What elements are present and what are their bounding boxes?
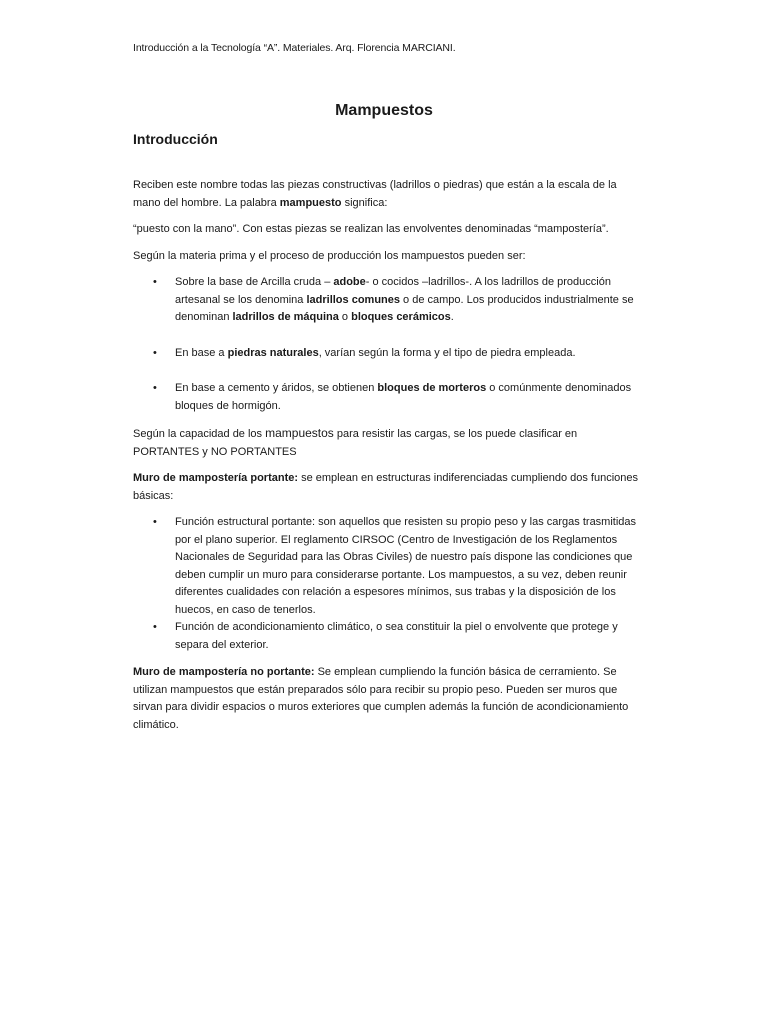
bold-term: piedras naturales [227, 346, 319, 359]
bullet-icon: • [153, 516, 157, 528]
bullet-icon: • [153, 382, 157, 394]
bullet-icon: • [153, 621, 157, 633]
bold-term: ladrillos de máquina [232, 311, 339, 323]
document-title: Mampuestos [335, 102, 433, 119]
list-item [133, 514, 643, 619]
text-run: - o cocidos –ladrillos-. A los ladrillos de producción artesanal se los denomina [175, 276, 611, 306]
text-run: , varían según la forma y el tipo de piedra empleada. [318, 346, 576, 359]
paragraph-types-intro: Según la materia prima y el proceso de producción los mampuestos pueden ser: [133, 249, 526, 262]
text-run: significa: [341, 196, 388, 209]
text-run: mampuestos [265, 426, 334, 440]
text-run: o de campo. Los producidos industrialmente se denominan [175, 293, 634, 323]
paragraph-portante [133, 470, 643, 505]
paragraph-classification [133, 425, 643, 461]
bold-term: bloques cerámicos [351, 311, 451, 323]
text-run: En base a cemento y áridos, se obtienen [175, 382, 378, 394]
bold-term: Muro de mampostería portante: [133, 472, 299, 484]
functions-list [133, 514, 643, 654]
text-run: o comúnmente denominados bloques de hormigón. [175, 382, 632, 412]
list-item [133, 619, 643, 654]
page-header: Introducción a la Tecnología “A”. Materiales. Arq. Florencia MARCIANI. [133, 42, 456, 54]
section-heading: Introducción [133, 131, 218, 147]
list-item [133, 274, 643, 327]
text-run: Función estructural portante: son aquellos que resisten su propio peso y las cargas trasmitidas por el plano superior. El reglamento CIRSOC (Centro de Investigación de los Reglamentos Nacionales de Seguridad para las Obras Civiles) de nuestro país dispone las condiciones que deben cumplir un muro para considerarse portante. Los mampuestos, a su vez, deben reunir diferentes cualidades con relación a espesores mínimos, sus trabas y la disposición de los huecos, en caso de tenerlos. [175, 516, 637, 616]
text-run: o [338, 311, 352, 323]
material-types-list [133, 274, 643, 415]
text-run: para resistir las cargas, se los puede clasificar en PORTANTES y NO PORTANTES [133, 428, 578, 458]
bold-term: ladrillos comunes [306, 293, 400, 306]
paragraph-quote: “puesto con la mano”. Con estas piezas se realizan las envolventes denominadas “mampostería”. [133, 223, 609, 235]
text-run: Reciben este nombre todas las piezas constructivas (ladrillos o piedras) que están a la escala de la mano del hombre. La palabra [133, 179, 617, 209]
paragraph-definition [133, 177, 643, 212]
list-item [133, 380, 643, 415]
text-run: se emplean en estructuras indiferenciadas cumpliendo dos funciones básicas: [133, 472, 639, 502]
bold-term: Muro de mampostería no portante: [133, 666, 315, 678]
bold-term: mampuesto [279, 196, 342, 209]
bullet-icon: • [153, 346, 157, 359]
text-run: Función de acondicionamiento climático, o sea constituir la piel o envolvente que protege y separa del exterior. [175, 621, 618, 651]
text-run: En base a [175, 346, 228, 359]
bold-term: adobe [333, 276, 366, 288]
text-run: . [450, 311, 454, 323]
body-content [133, 177, 643, 743]
paragraph-no-portante [133, 664, 643, 734]
bold-term: bloques de morteros [377, 382, 487, 394]
text-run: Se emplean cumpliendo la función básica de cerramiento. Se utilizan mampuestos que están preparados sólo para recibir su propio peso. Pueden ser muros que sirvan para dividir espacios o muros exteriores que cumplen además la función de acondicionamiento climático. [133, 666, 629, 731]
text-run: Según la capacidad de los [133, 428, 266, 440]
text-run: Sobre la base de Arcilla cruda – [175, 276, 334, 288]
list-item [133, 345, 643, 363]
bullet-icon: • [153, 276, 157, 288]
